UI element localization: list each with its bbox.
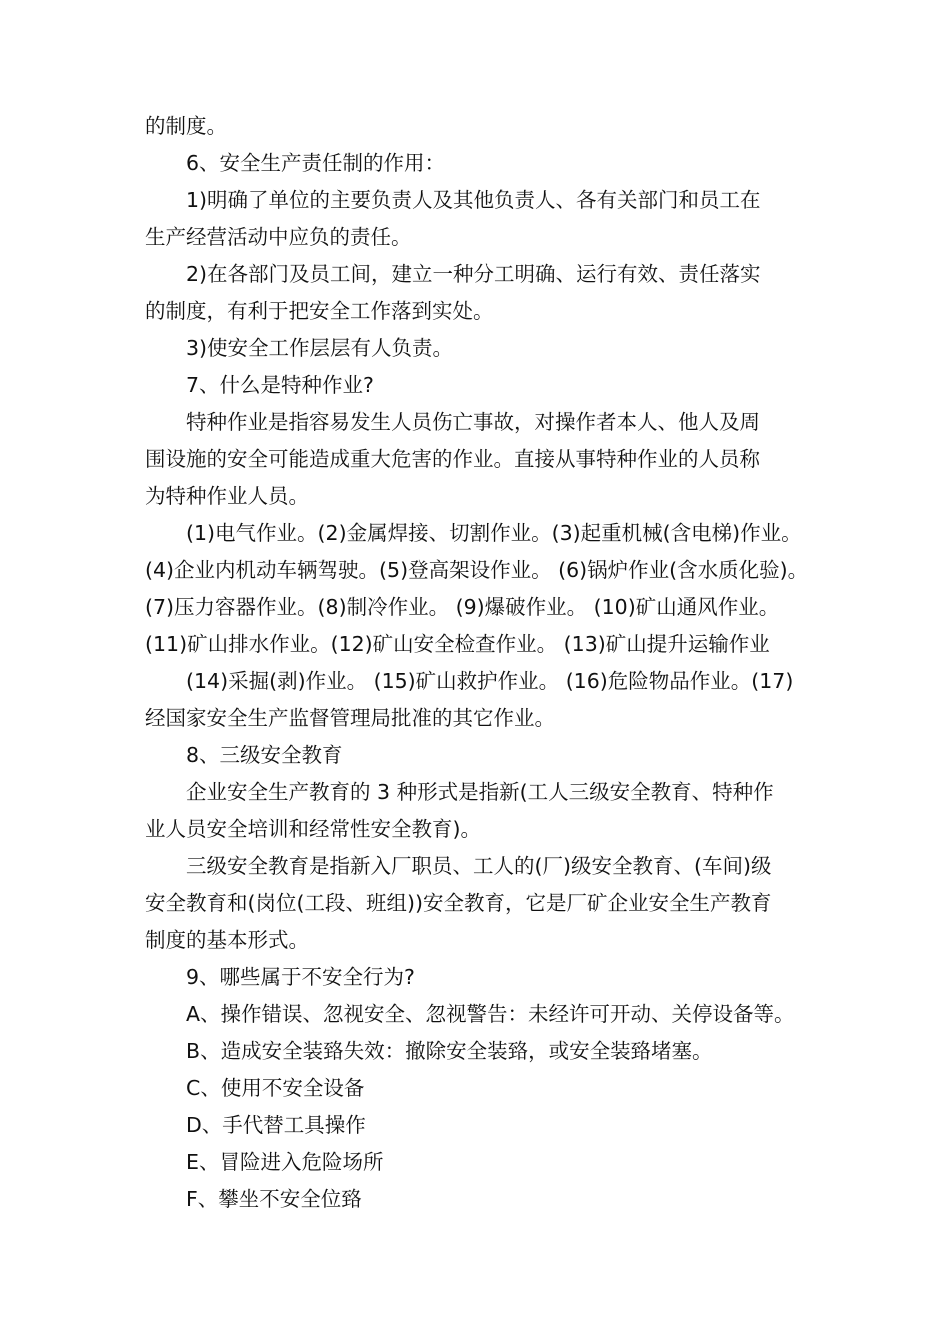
- text-line: 制度的基本形式。: [145, 928, 309, 952]
- text-line: 经国家安全生产监督管理局批准的其它作业。: [145, 706, 555, 730]
- section-heading: 9、哪些属于不安全行为?: [186, 965, 415, 989]
- text-line: (7)压力容器作业。(8)制冷作业。 (9)爆破作业。 (10)矿山通风作业。: [145, 595, 780, 619]
- list-item: A、操作错误、忽视安全、忽视警告：未经许可开动、关停设备等。: [186, 1002, 795, 1026]
- text-line: 2)在各部门及员工间，建立一种分工明确、运行有效、责任落实: [186, 262, 761, 286]
- list-item: C、使用不安全设备: [186, 1076, 365, 1100]
- text-line: 为特种作业人员。: [145, 484, 309, 508]
- text-line: 的制度，有利于把安全工作落到实处。: [145, 299, 494, 323]
- list-item: E、冒险进入危险场所: [186, 1150, 384, 1174]
- text-line: 安全教育和(岗位(工段、班组))安全教育，它是厂矿企业安全生产教育: [145, 891, 772, 915]
- text-line: (1)电气作业。(2)金属焊接、切割作业。(3)起重机械(含电梯)作业。: [186, 521, 802, 545]
- section-heading: 7、什么是特种作业?: [186, 373, 374, 397]
- section-heading: 6、安全生产责任制的作用：: [186, 151, 446, 175]
- text-line: (4)企业内机动车辆驾驶。(5)登高架设作业。 (6)锅炉作业(含水质化验)。: [145, 558, 809, 582]
- text-line: 三级安全教育是指新入厂职员、工人的(厂)级安全教育、(车间)级: [186, 854, 772, 878]
- document-body: [145, 108, 820, 1218]
- text-line: 生产经营活动中应负的责任。: [145, 225, 412, 249]
- section-heading: 8、三级安全教育: [186, 743, 343, 767]
- text-line: (11)矿山排水作业。(12)矿山安全检查作业。 (13)矿山提升运输作业: [145, 632, 770, 656]
- list-item: D、手代替工具操作: [186, 1113, 366, 1137]
- text-line: 围设施的安全可能造成重大危害的作业。直接从事特种作业的人员称: [145, 447, 760, 471]
- text-line: 企业安全生产教育的 3 种形式是指新(工人三级安全教育、特种作: [186, 780, 774, 804]
- text-line: 3)使安全工作层层有人负责。: [186, 336, 454, 360]
- text-line: (14)采掘(剥)作业。 (15)矿山救护作业。 (16)危险物品作业。(17): [186, 669, 794, 693]
- text-line: 1)明确了单位的主要负责人及其他负责人、各有关部门和员工在: [186, 188, 761, 212]
- list-item: F、攀坐不安全位臵: [186, 1187, 362, 1211]
- list-item: B、造成安全装臵失效：撤除安全装臵，或安全装臵堵塞。: [186, 1039, 713, 1063]
- text-line: 特种作业是指容易发生人员伤亡事故，对操作者本人、他人及周: [186, 410, 760, 434]
- text-line: 业人员安全培训和经常性安全教育)。: [145, 817, 481, 841]
- text-line: 的制度。: [145, 114, 227, 138]
